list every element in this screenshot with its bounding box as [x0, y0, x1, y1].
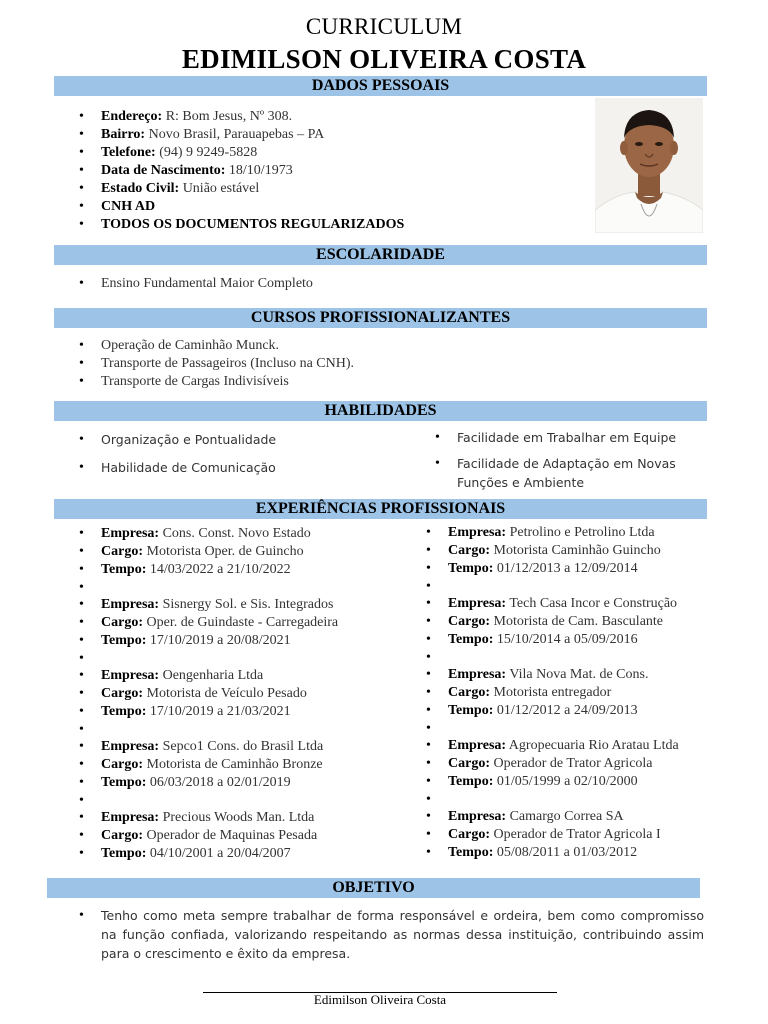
field-label: Estado Civil:	[101, 181, 180, 196]
section-heading-skills: HABILIDADES	[54, 401, 707, 421]
list-item	[78, 216, 578, 234]
list-item	[78, 459, 398, 478]
experience-role: • Cargo: Operador de Trator Agricola I	[425, 826, 715, 844]
list-item	[78, 275, 678, 293]
education-item: Ensino Fundamental Maior Completo	[101, 276, 313, 291]
spacer	[425, 791, 715, 808]
experience-role: • Cargo: Operador de Maquinas Pesada	[78, 827, 418, 845]
experience-time: • Tempo: 04/10/2001 a 20/04/2007	[78, 845, 418, 863]
experience-role: • Cargo: Motorista de Veículo Pesado	[78, 685, 418, 703]
skills-list-right	[434, 429, 704, 493]
section-heading-experience: EXPERIÊNCIAS PROFISSIONAIS	[54, 499, 707, 519]
experience-company: • Empresa: Sisnergy Sol. e Sis. Integrados	[78, 596, 418, 614]
spacer	[78, 650, 418, 667]
spacer	[425, 720, 715, 737]
experience-company: • Empresa: Camargo Correa SA	[425, 808, 715, 826]
experience-time: • Tempo: 14/03/2022 a 21/10/2022	[78, 561, 418, 579]
skill-item: Facilidade de Adaptação em Novas Funções e Ambiente	[457, 456, 676, 490]
experience-company: • Empresa: Tech Casa Incor e Construção	[425, 595, 715, 613]
list-item	[78, 355, 678, 373]
field-label: Endereço:	[101, 109, 163, 124]
profile-photo	[595, 98, 703, 233]
course-item: Transporte de Passageiros (Incluso na CNH).	[101, 356, 354, 371]
spacer	[78, 792, 418, 809]
course-item: Operação de Caminhão Munck.	[101, 338, 280, 353]
field-value: R: Bom Jesus, Nº 308.	[162, 109, 293, 124]
field-label: CNH AD	[101, 199, 156, 214]
experience-time: • Tempo: 17/10/2019 a 21/03/2021	[78, 703, 418, 721]
course-item: Transporte de Cargas Indivisíveis	[101, 374, 289, 389]
field-label: Data de Nascimento:	[101, 163, 226, 178]
experience-company: • Empresa: Precious Woods Man. Ltda	[78, 809, 418, 827]
experience-time: • Tempo: 01/12/2013 a 12/09/2014	[425, 560, 715, 578]
experience-list-left	[78, 525, 418, 863]
experience-role: • Cargo: Motorista entregador	[425, 684, 715, 702]
experience-company: • Empresa: Sepco1 Cons. do Brasil Ltda	[78, 738, 418, 756]
experience-role: • Cargo: Motorista Caminhão Guincho	[425, 542, 715, 560]
section-heading-objective: OBJETIVO	[47, 878, 700, 898]
list-item	[78, 337, 678, 355]
experience-company: • Empresa: Oengenharia Ltda	[78, 667, 418, 685]
list-item	[78, 126, 578, 144]
experience-role: • Cargo: Motorista de Cam. Basculante	[425, 613, 715, 631]
document-title: CURRICULUM	[305, 14, 463, 39]
experience-role: • Cargo: Motorista Oper. de Guincho	[78, 543, 418, 561]
experience-time: • Tempo: 15/10/2014 a 05/09/2016	[425, 631, 715, 649]
spacer	[425, 578, 715, 595]
spacer	[78, 721, 418, 738]
list-item	[78, 162, 578, 180]
field-label: Bairro:	[101, 127, 146, 142]
personal-info-list	[78, 108, 578, 234]
section-heading-personal: DADOS PESSOAIS	[54, 76, 707, 96]
skill-item: Habilidade de Comunicação	[101, 460, 276, 475]
candidate-name: EDIMILSON OLIVEIRA COSTA	[181, 44, 587, 74]
list-item	[78, 431, 398, 450]
experience-list-right	[425, 524, 715, 862]
field-value: Novo Brasil, Parauapebas – PA	[145, 127, 325, 142]
education-list	[78, 275, 678, 293]
experience-time: • Tempo: 01/05/1999 a 02/10/2000	[425, 773, 715, 791]
list-item	[434, 429, 704, 448]
experience-time: • Tempo: 01/12/2012 a 24/09/2013	[425, 702, 715, 720]
skills-list-left	[78, 431, 398, 478]
skill-item: Facilidade em Trabalhar em Equipe	[457, 430, 677, 445]
list-item	[78, 180, 578, 198]
spacer	[78, 579, 418, 596]
list-item	[78, 198, 578, 216]
experience-role: • Cargo: Oper. de Guindaste - Carregadeira	[78, 614, 418, 632]
list-item	[78, 907, 704, 964]
experience-role: • Cargo: Motorista de Caminhão Bronze	[78, 756, 418, 774]
signature-name: Edimilson Oliveira Costa	[313, 992, 447, 1007]
field-value: 18/10/1973	[225, 163, 293, 178]
skill-item: Organização e Pontualidade	[101, 432, 277, 447]
list-item	[78, 144, 578, 162]
experience-company: • Empresa: Cons. Const. Novo Estado	[78, 525, 418, 543]
list-item	[78, 373, 678, 391]
list-item	[434, 455, 704, 493]
experience-time: • Tempo: 06/03/2018 a 02/01/2019	[78, 774, 418, 792]
section-heading-courses: CURSOS PROFISSIONALIZANTES	[54, 308, 707, 328]
spacer	[425, 649, 715, 666]
field-value: União estável	[179, 181, 260, 196]
experience-time: • Tempo: 17/10/2019 a 20/08/2021	[78, 632, 418, 650]
objective-list	[78, 907, 704, 964]
experience-company: • Empresa: Petrolino e Petrolino Ltda	[425, 524, 715, 542]
experience-company: • Empresa: Agropecuaria Rio Aratau Ltda	[425, 737, 715, 755]
experience-company: • Empresa: Vila Nova Mat. de Cons.	[425, 666, 715, 684]
courses-list	[78, 337, 678, 391]
experience-role: • Cargo: Operador de Trator Agricola	[425, 755, 715, 773]
list-item	[78, 108, 578, 126]
section-heading-education: ESCOLARIDADE	[54, 245, 707, 265]
field-value: (94) 9 9249-5828	[155, 145, 258, 160]
field-label: Telefone:	[101, 145, 156, 160]
experience-time: • Tempo: 05/08/2011 a 01/03/2012	[425, 844, 715, 862]
field-label: TODOS OS DOCUMENTOS REGULARIZADOS	[101, 217, 405, 232]
objective-text: Tenho como meta sempre trabalhar de forma responsável e ordeira, bem como compromisso na função confiada, valorizando respeitando as normas dessa instituição, contribuindo assim para o crescimento e êxito da empresa.	[101, 908, 704, 961]
